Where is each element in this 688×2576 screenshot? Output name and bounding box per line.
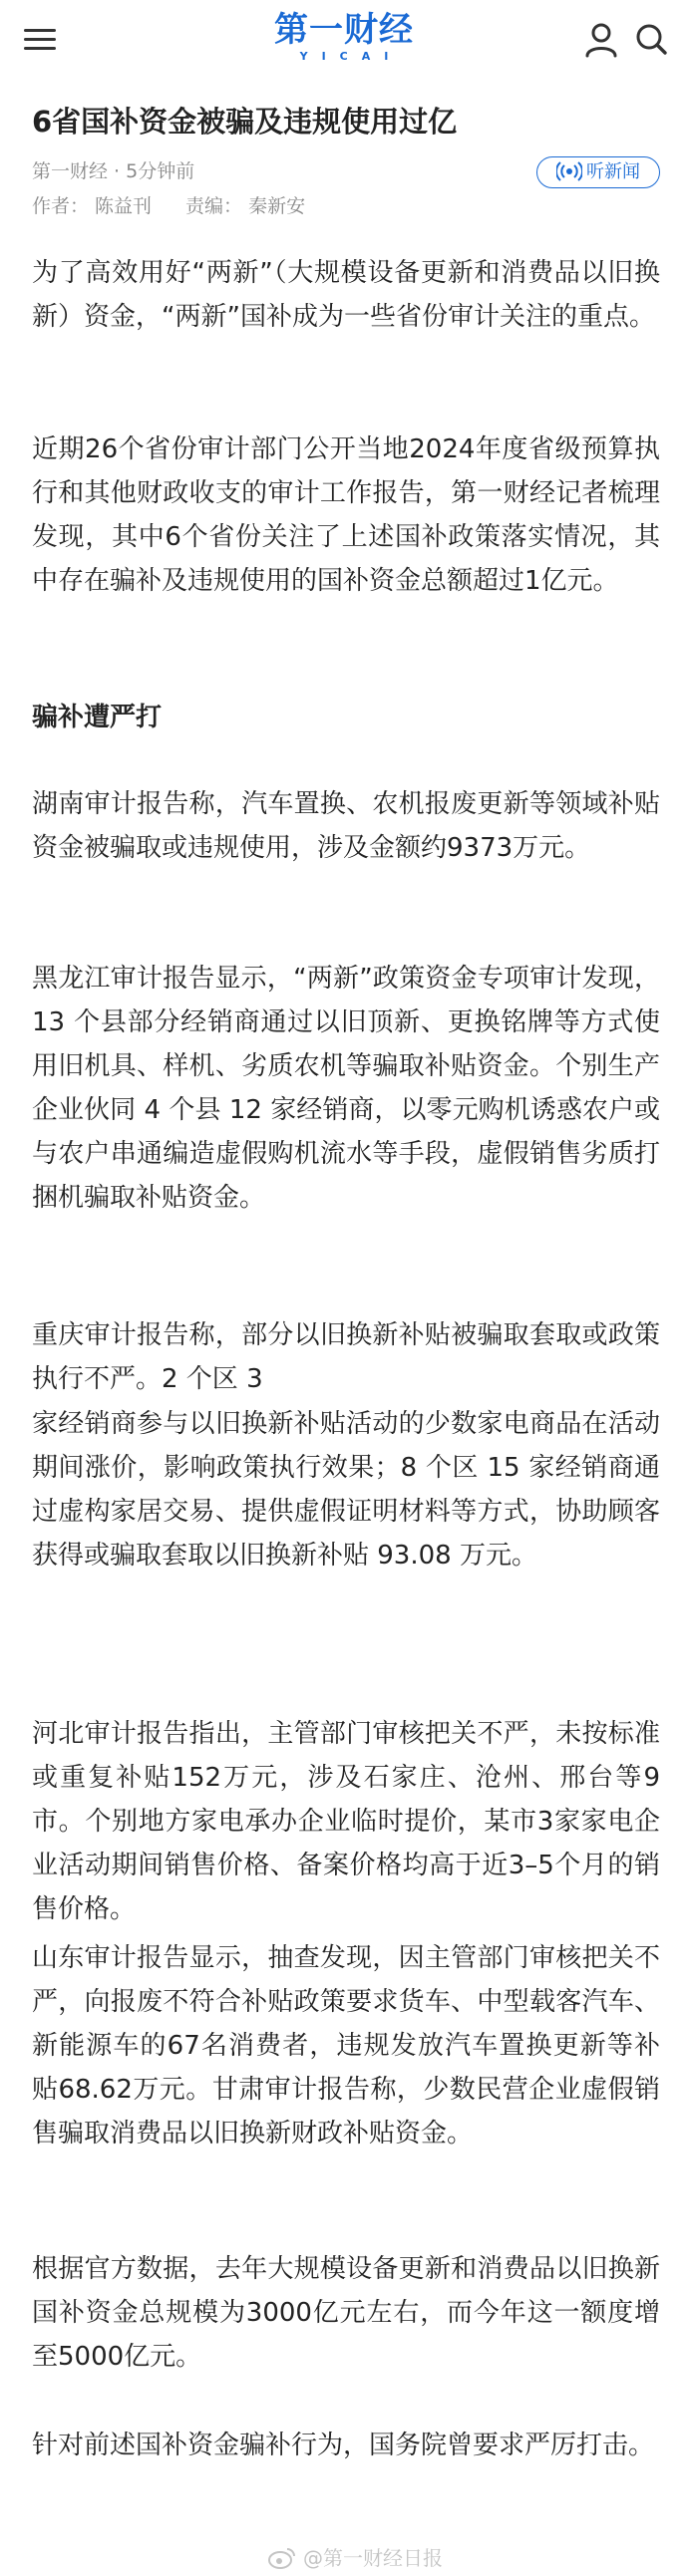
weibo-icon (267, 2546, 297, 2570)
search-icon[interactable] (634, 22, 668, 58)
top-header (0, 0, 688, 80)
article-source-time: 第一财经 · 5分钟前 (32, 160, 195, 182)
logo-subtext: YICAI (299, 50, 403, 63)
editor-label: 责编： 秦新安 (185, 195, 306, 217)
article-paragraph: 为了高效用好“两新”（大规模设备更新和消费品以旧换新）资金，“两新”国补成为一些省份审计关注的重点。 (32, 258, 660, 332)
article-byline (32, 191, 305, 221)
article-title: 6省国补资金被骗及违规使用过亿 (32, 105, 458, 139)
article-paragraph: 湖南审计报告称，汽车置换、农机报废更新等领域补贴资金被骗取或违规使用，涉及金额约9373万元。 (32, 789, 660, 863)
article-paragraph: 河北审计报告指出，主管部门审核把关不严，未按标准或重复补贴152万元，涉及石家庄、沧州、邢台等9市。个别地方家电承办企业临时提价，某市3家家电企业活动期间销售价格、备案价格均高于近3–5个月的销售价格。 (32, 1719, 660, 1924)
listen-news-button[interactable] (536, 156, 660, 188)
article-paragraph: 家经销商参与以旧换新补贴活动的少数家电商品在活动期间涨价，影响政策执行效果；8 个区 15 家经销商通过虚构家居交易、提供虚假证明材料等方式，协助顾客获得或骗取套取以旧换新补贴 93.08 万元。 (32, 1409, 660, 1571)
audio-wave-icon (556, 161, 582, 181)
article-paragraph: 根据官方数据，去年大规模设备更新和消费品以旧换新国补资金总规模为3000亿元左右，而今年这一额度增至5000亿元。 (32, 2254, 660, 2372)
author-label: 作者： 陈益刊 (32, 195, 153, 217)
article-paragraph: 重庆审计报告称，部分以旧换新补贴被骗取套取或政策执行不严。2 个区 3 (32, 1320, 660, 1394)
menu-icon[interactable] (24, 27, 60, 53)
user-icon[interactable] (584, 22, 618, 58)
article-paragraph: 黑龙江审计报告显示，“两新”政策资金专项审计发现，13 个县部分经销商通过以旧顶新、更换铭牌等方式使用旧机具、样机、劣质农机等骗取补贴资金。个别生产企业伙同 4 个县 12 家经销商，以零元购机诱惑农户或与农户串通编造虚假购机流水等手段，虚假销售劣质打捆机骗取补贴资金。 (32, 964, 660, 1213)
weibo-watermark (267, 2543, 443, 2573)
article-paragraph: 近期26个省份审计部门公开当地2024年度省级预算执行和其他财政收支的审计工作报告，第一财经记者梳理发现，其中6个省份关注了上述国补政策落实情况，其中存在骗补及违规使用的国补资金总额超过1亿元。 (32, 434, 660, 596)
listen-news-label: 听新闻 (586, 161, 640, 182)
article-paragraph: 山东审计报告显示，抽查发现，因主管部门审核把关不严，向报废不符合补贴政策要求货车、中型载客汽车、新能源车的67名消费者，违规发放汽车置换更新等补贴68.62万元。甘肃审计报告称，少数民营企业虚假销售骗取消费品以旧换新财政补贴资金。 (32, 1943, 660, 2148)
logo-text: 第一财经 (274, 10, 414, 50)
watermark-text: @第一财经日报 (303, 2546, 443, 2570)
article-paragraph: 针对前述国补资金骗补行为，国务院曾要求严厉打击。 (32, 2431, 655, 2460)
site-logo[interactable] (267, 10, 421, 70)
section-heading: 骗补遭严打 (32, 703, 163, 732)
